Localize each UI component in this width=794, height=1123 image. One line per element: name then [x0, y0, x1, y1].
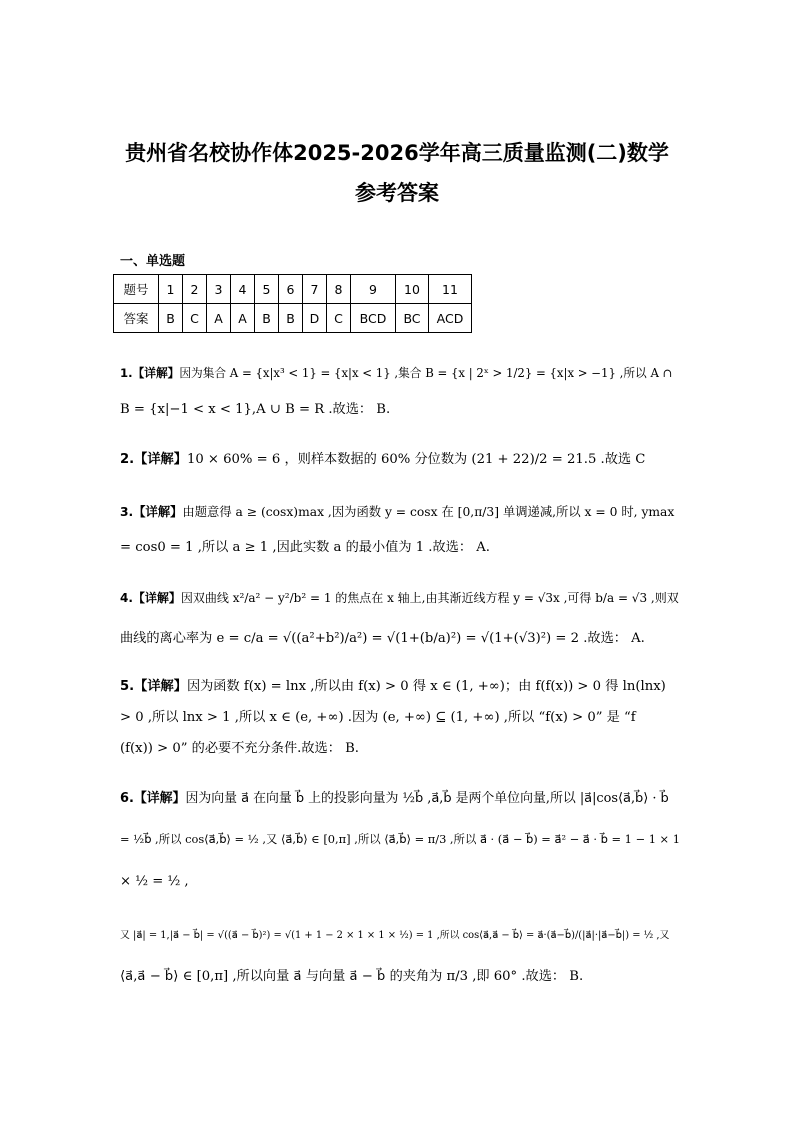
q6-line1 — [120, 788, 680, 810]
q5-line3: (f(x)) > 0” 的必要不充分条件.故选： B. — [120, 741, 359, 756]
table-cell: A — [207, 304, 231, 333]
q5-text: 因为函数 f(x) = lnx ,所以由 f(x) > 0 得 x ∈ (1, +∞)；由 f(f(x)) > 0 得 ln(lnx) — [186, 679, 666, 694]
table-cell: B — [159, 304, 183, 333]
section-heading: 一、单选题 — [120, 254, 186, 269]
table-cell: 6 — [279, 275, 303, 304]
q4-text: 因双曲线 x²/a² − y²/b² = 1 的焦点在 x 轴上,由其渐近线方程 y = √3x ,可得 b/a = √3 ,则双 — [180, 591, 679, 605]
table-cell: 题号 — [114, 275, 159, 304]
table-cell: 8 — [327, 275, 351, 304]
table-row-answers — [114, 304, 472, 333]
table-cell: D — [303, 304, 327, 333]
q2-label: 2.【详解】 — [120, 452, 187, 467]
table-cell: 2 — [183, 275, 207, 304]
table-cell: 7 — [303, 275, 327, 304]
q1-line2: B = {x|−1 < x < 1},A ∪ B = R .故选： B. — [120, 402, 391, 417]
q4-line2: 曲线的离心率为 e = c/a = √((a²+b²)/a²) = √(1+(b/a)²) = √(1+(√3)²) = 2 .故选： A. — [120, 631, 645, 646]
table-cell: 3 — [207, 275, 231, 304]
q6-text: 因为向量 a⃗ 在向量 b⃗ 上的投影向量为 ½b⃗ ,a⃗,b⃗ 是两个单位向量,所以 |a⃗|cos⟨a⃗,b⃗⟩ · b⃗ — [185, 791, 669, 806]
q6-label: 6.【详解】 — [120, 791, 186, 806]
q1-text: 因为集合 A = {x|x³ < 1} = {x|x < 1} ,集合 B = {x | 2ˣ > 1/2} = {x|x > −1} ,所以 A ∩ — [179, 366, 673, 380]
table-cell: B — [279, 304, 303, 333]
table-cell: 5 — [255, 275, 279, 304]
q2-text: 10 × 60% = 6 ，则样本数据的 60% 分位数为 (21 + 22)/2 = 21.5 .故选 C — [186, 452, 646, 467]
q6-line5: ⟨a⃗,a⃗ − b⃗⟩ ∈ [0,π] ,所以向量 a⃗ 与向量 a⃗ − b⃗ 的夹角为 π/3 ,即 60° .故选： B. — [120, 969, 584, 984]
table-cell: B — [255, 304, 279, 333]
table-row-question-numbers — [114, 275, 472, 304]
document-subtitle: 参考答案 — [355, 181, 439, 205]
table-cell: C — [327, 304, 351, 333]
q3-line1 — [120, 501, 680, 523]
q6-line3: × ½ = ½ , — [120, 874, 189, 889]
q1-label: 1.【详解】 — [120, 366, 180, 380]
table-cell: BC — [396, 304, 429, 333]
answer-table — [113, 274, 472, 333]
q5-line2: > 0 ,所以 lnx > 1 ,所以 x ∈ (e, +∞) .因为 (e, +∞) ⊆ (1, +∞) ,所以 “f(x) > 0” 是 “f — [120, 710, 636, 725]
document-title: 贵州省名校协作体2025-2026学年高三质量监测(二)数学 — [125, 141, 669, 165]
table-cell: 9 — [351, 275, 396, 304]
table-cell: 10 — [396, 275, 429, 304]
table-cell: 11 — [429, 275, 472, 304]
q1-line1 — [120, 362, 680, 384]
q4-label: 4.【详解】 — [120, 591, 181, 605]
table-cell: 1 — [159, 275, 183, 304]
table-cell: A — [231, 304, 255, 333]
table-cell: C — [183, 304, 207, 333]
q5-label: 5.【详解】 — [120, 679, 187, 694]
q5-line1 — [120, 676, 680, 698]
table-cell: BCD — [351, 304, 396, 333]
q3-label: 3.【详解】 — [120, 505, 183, 519]
table-cell: ACD — [429, 304, 472, 333]
table-cell: 4 — [231, 275, 255, 304]
table-cell: 答案 — [114, 304, 159, 333]
q6-line2: = ½b⃗ ,所以 cos⟨a⃗,b⃗⟩ = ½ ,又 ⟨a⃗,b⃗⟩ ∈ [0,π] ,所以 ⟨a⃗,b⃗⟩ = π/3 ,所以 a⃗ · (a⃗ − b⃗) = a⃗² − a⃗ · b⃗ = 1 − 1 × 1 — [120, 832, 680, 846]
q4-line1 — [120, 587, 680, 609]
q3-text: 由题意得 a ≥ (cosx)max ,因为函数 y = cosx 在 [0,π/3] 单调递减,所以 x = 0 时, ymax — [182, 505, 675, 519]
q2-line1 — [120, 449, 680, 471]
q3-line2: = cos0 = 1 ,所以 a ≥ 1 ,因此实数 a 的最小值为 1 .故选： A. — [120, 540, 490, 555]
q6-line4: 又 |a⃗| = 1,|a⃗ − b⃗| = √((a⃗ − b⃗)²) = √(1 + 1 − 2 × 1 × 1 × ½) = 1 ,所以 cos⟨a⃗,a⃗ − b⃗⟩ = a⃗·(a⃗−b⃗)/(|a⃗|·|a⃗−b⃗|) = ½ ,又 — [120, 930, 670, 941]
